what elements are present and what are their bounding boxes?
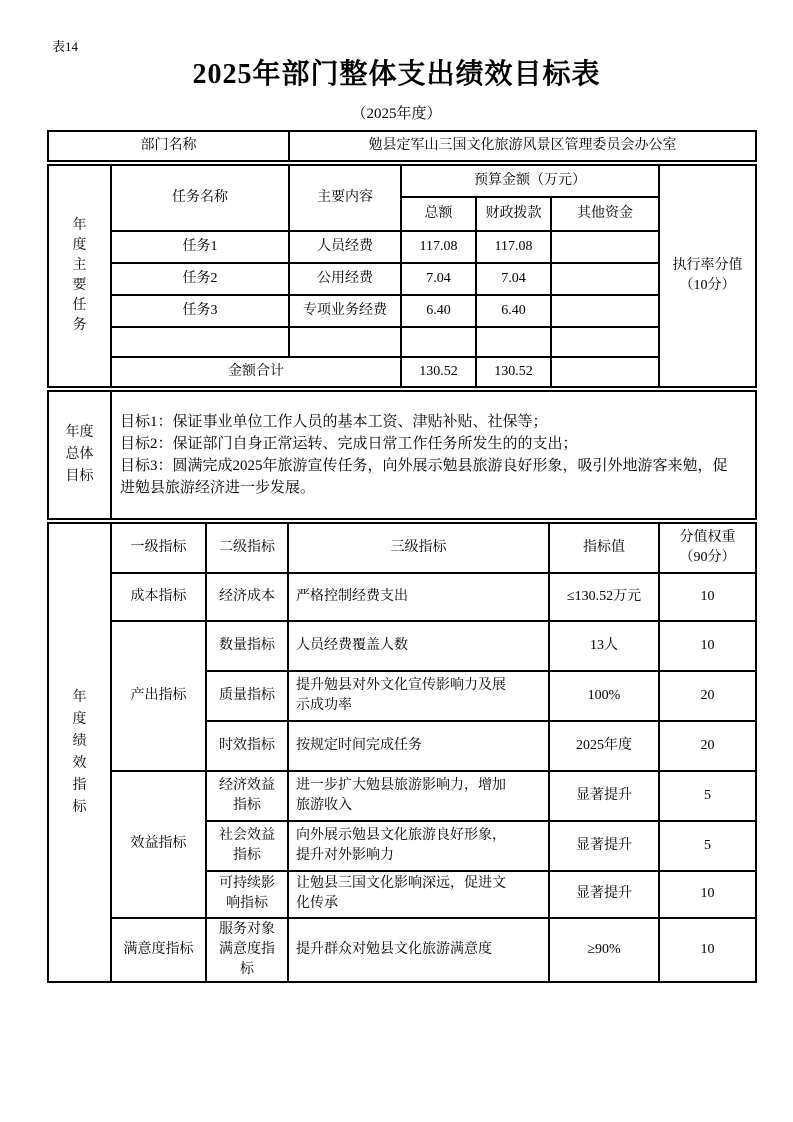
other-funds-cell [551,263,659,295]
weight-cell: 5 [659,821,756,871]
goal-line-2: 目标2：保证部门自身正常运转、完成日常工作任务所发生的的支出； [120,436,578,452]
annual-tasks-vertical-label: 年度主要任务 [72,217,87,333]
level2-cell: 时效指标 [206,721,288,771]
goal-line-3: 目标3：圆满完成2025年旅游宣传任务，向外展示勉县旅游良好形象，吸引外地游客来勉，促进勉县旅游经济进一步发展。 [120,458,728,496]
col-task-name: 任务名称 [111,165,289,231]
level3-cell: 严格控制经费支出 [288,573,549,621]
section-label-annual-tasks [48,165,111,387]
indicator-value-cell: 显著提升 [549,821,659,871]
weight-cell: 10 [659,918,756,983]
indicator-row-satisfaction [48,918,756,983]
indicator-value-cell: 显著提升 [549,771,659,821]
other-funds-cell [551,295,659,327]
goal-line-1: 目标1：保证事业单位工作人员的基本工资、津贴补贴、社保等； [120,414,548,430]
tasks-header-row-1 [48,165,756,197]
level3-cell: 进一步扩大勉县旅游影响力，增加旅游收入 [288,771,549,821]
level1-cell: 产出指标 [111,621,206,771]
department-table [47,130,757,162]
level2-cell: 服务对象满意度指标 [206,918,288,983]
level3-cell: 人员经费覆盖人数 [288,621,549,671]
level3-cell: 提升群众对勉县文化旅游满意度 [288,918,549,983]
indicator-value-cell: 100% [549,671,659,721]
level2-cell: 社会效益指标 [206,821,288,871]
col-total: 总额 [401,197,476,231]
weight-cell: 10 [659,573,756,621]
level2-cell: 经济效益指标 [206,771,288,821]
indicator-value-cell: 13人 [549,621,659,671]
execution-rate-label-line1: 执行率分值 [672,257,743,273]
task-row-2 [48,263,756,295]
performance-indicators-table [47,522,757,983]
department-value-cell: 勉县定军山三国文化旅游风景区管理委员会办公室 [289,131,756,161]
col-weight [659,523,756,573]
task-name-cell: 任务2 [111,263,289,295]
indicator-value-cell: 2025年度 [549,721,659,771]
other-funds-cell [551,231,659,263]
amount-total-other-cell [551,357,659,387]
task-row-3 [48,295,756,327]
level1-cell: 效益指标 [111,771,206,918]
annual-goals-row [48,391,756,519]
task-name-cell [111,327,289,357]
tables-wrapper [47,130,755,985]
weight-label-line1: 分值权重 [679,529,736,545]
level2-cell: 可持续影响指标 [206,871,288,918]
section-label-annual-goals [48,391,111,519]
task-name-cell: 任务1 [111,231,289,263]
weight-cell: 20 [659,671,756,721]
level3-cell: 向外展示勉县文化旅游良好形象，提升对外影响力 [288,821,549,871]
other-funds-cell [551,327,659,357]
level2-cell: 质量指标 [206,671,288,721]
task-name-cell: 任务3 [111,295,289,327]
fiscal-cell: 6.40 [476,295,551,327]
section-label-performance-indicators [48,523,111,982]
level2-cell: 经济成本 [206,573,288,621]
department-row [48,131,756,161]
weight-cell: 20 [659,721,756,771]
total-cell [401,327,476,357]
level2-cell: 数量指标 [206,621,288,671]
level1-cell: 满意度指标 [111,918,206,983]
col-level2-indicator: 二级指标 [206,523,288,573]
main-content-cell: 公用经费 [289,263,401,295]
indicator-value-cell: ≤130.52万元 [549,573,659,621]
indicators-header-row [48,523,756,573]
col-level1-indicator: 一级指标 [111,523,206,573]
indicator-row-economic-benefit [48,771,756,821]
amount-total-total-cell: 130.52 [401,357,476,387]
department-label-cell: 部门名称 [48,131,289,161]
level3-cell: 按规定时间完成任务 [288,721,549,771]
amount-total-label-cell: 金额合计 [111,357,401,387]
execution-rate-label-line2: （10分） [679,278,736,293]
col-level3-indicator: 三级指标 [288,523,549,573]
weight-cell: 10 [659,621,756,671]
level3-cell: 提升勉县对外文化宣传影响力及展示成功率 [288,671,549,721]
fiscal-cell: 7.04 [476,263,551,295]
annual-tasks-table [47,164,757,388]
col-indicator-value: 指标值 [549,523,659,573]
amount-total-row [48,357,756,387]
col-other-funds: 其他资金 [551,197,659,231]
task-row-empty [48,327,756,357]
col-fiscal-allocation: 财政拨款 [476,197,551,231]
fiscal-cell: 117.08 [476,231,551,263]
weight-label-line2: （90分） [679,550,736,565]
total-cell: 117.08 [401,231,476,263]
weight-cell: 5 [659,771,756,821]
main-content-cell: 专项业务经费 [289,295,401,327]
col-budget-amount: 预算金额（万元） [401,165,659,197]
table-number-tag: 表14 [52,39,79,54]
main-content-cell [289,327,401,357]
main-content-cell: 人员经费 [289,231,401,263]
col-execution-rate [659,165,756,387]
total-cell: 7.04 [401,263,476,295]
indicator-row-quantity [48,621,756,671]
performance-indicators-vertical-label: 年度绩效指标 [72,689,87,815]
indicator-value-cell: 显著提升 [549,871,659,918]
indicator-row-cost [48,573,756,621]
indicator-value-cell: ≥90% [549,918,659,983]
fiscal-cell [476,327,551,357]
annual-goals-text [111,391,756,519]
task-row-1 [48,231,756,263]
total-cell: 6.40 [401,295,476,327]
document-title: 2025年部门整体支出绩效目标表 [192,59,601,90]
annual-goals-table [47,390,757,520]
col-main-content: 主要内容 [289,165,401,231]
weight-cell: 10 [659,871,756,918]
document-subtitle: （2025年度） [351,106,442,122]
amount-total-fiscal-cell: 130.52 [476,357,551,387]
level1-cell: 成本指标 [111,573,206,621]
annual-goals-vertical-label: 年度总体目标 [65,425,94,484]
level3-cell: 让勉县三国文化影响深远，促进文化传承 [288,871,549,918]
